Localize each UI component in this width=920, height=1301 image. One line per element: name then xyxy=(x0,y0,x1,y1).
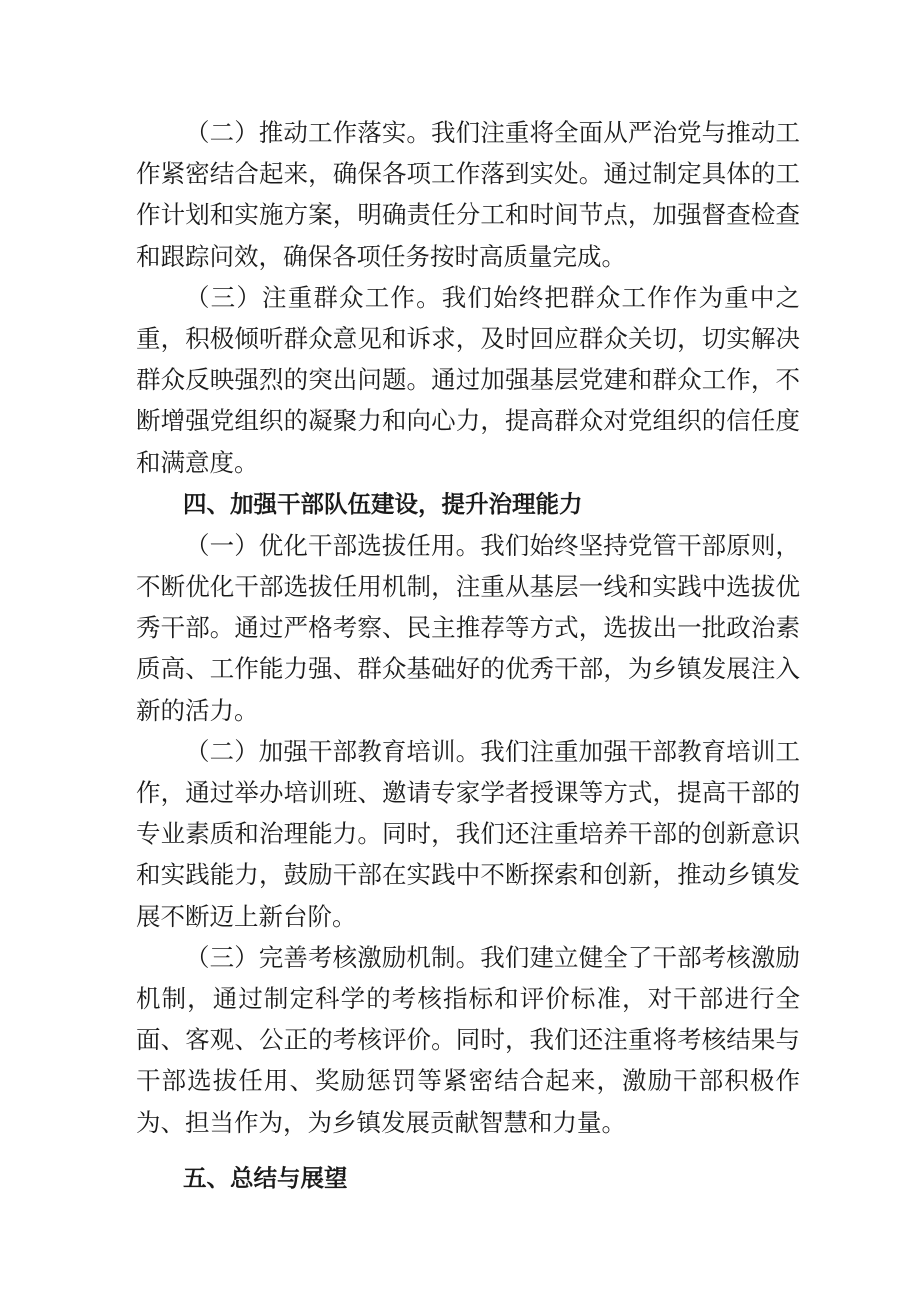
paragraph-promote-work-implementation: （二）推动工作落实。我们注重将全面从严治党与推动工作紧密结合起来，确保各项工作落到实处。通过制定具体的工作计划和实施方案，明确责任分工和时间节点，加强督查检查和跟踪问效，确保各项任务按时高质量完成。 xyxy=(136,118,800,271)
paragraph-cadre-training: （二）加强干部教育培训。我们注重加强干部教育培训工作，通过举办培训班、邀请专家学者授课等方式，提高干部的专业素质和治理能力。同时，我们还注重培养干部的创新意识和实践能力，鼓励干部在实践中不断探索和创新，推动乡镇发展不断迈上新台阶。 xyxy=(136,736,800,931)
section-heading-summary-outlook: 五、总结与展望 xyxy=(183,1163,348,1192)
document-body xyxy=(136,112,800,1199)
paragraph-focus-mass-work: （三）注重群众工作。我们始终把群众工作作为重中之重，积极倾听群众意见和诉求，及时回应群众关切，切实解决群众反映强烈的突出问题。通过加强基层党建和群众工作，不断增强党组织的凝聚力和向心力，提高群众对党组织的信任度和满意度。 xyxy=(136,282,800,477)
paragraph-optimize-cadre-selection: （一）优化干部选拔任用。我们始终坚持党管干部原则，不断优化干部选拔任用机制，注重从基层一线和实践中选拔优秀干部。通过严格考察、民主推荐等方式，选拔出一批政治素质高、工作能力强、群众基础好的优秀干部，为乡镇发展注入新的活力。 xyxy=(136,530,800,725)
paragraph-assessment-incentive: （三）完善考核激励机制。我们建立健全了干部考核激励机制，通过制定科学的考核指标和评价标准，对干部进行全面、客观、公正的考核评价。同时，我们还注重将考核结果与干部选拔任用、奖励惩罚等紧密结合起来，激励干部积极作为、担当作为，为乡镇发展贡献智慧和力量。 xyxy=(136,942,800,1137)
section-heading-cadre-team: 四、加强干部队伍建设，提升治理能力 xyxy=(183,489,583,518)
